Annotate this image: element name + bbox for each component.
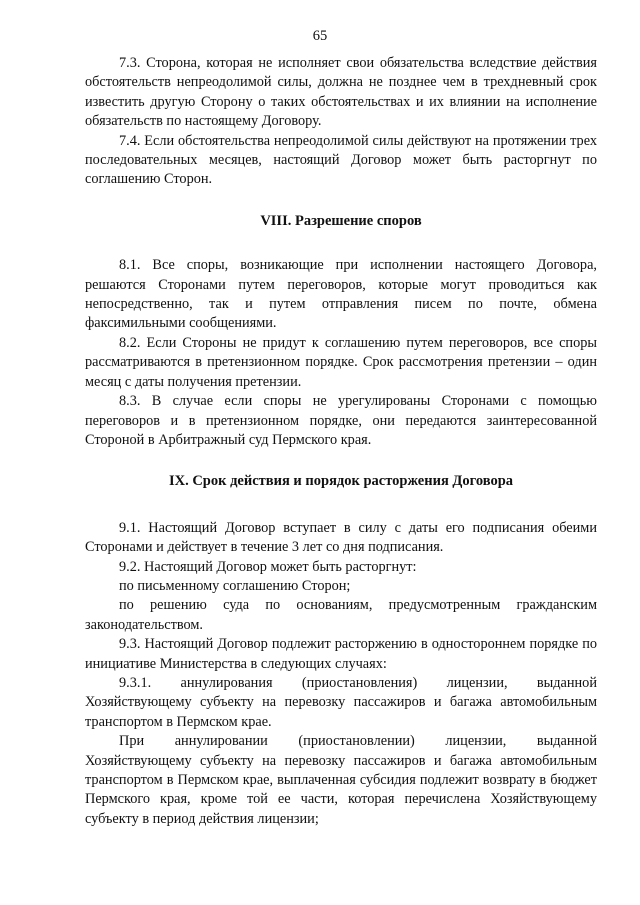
section-heading-8: VIII. Разрешение споров [260,212,422,229]
paragraph-9-3-1: 9.3.1. аннулирования (приостановления) лицензии, выданной Хозяйствующему субъекту на перевозку пассажиров и багажа автомобильным транспортом в Пермском крае. [85,674,597,730]
paragraph-9-3-1-a: При аннулировании (приостановлении) лицензии, выданной Хозяйствующему субъекту на перевозку пассажиров и багажа автомобильным транспортом в Пермском крае, выплаченная субсидия подлежит возврату в бюджет Пермского края, кроме той ее части, которая перечислена Хозяйствующему субъекту в период действия лицензии; [85,733,597,827]
page-number: 65 [312,28,328,44]
paragraph-9-2-a: по письменному соглашению Сторон; [119,577,351,594]
paragraph-9-2-b: по решению суда по основаниям, предусмотренным гражданским законодательством. [85,597,597,633]
paragraph-7-3: 7.3. Сторона, которая не исполняет свои обязательства вследствие действия обстоятельств непреодолимой силы, должна не позднее чем в трехдневный срок известить другую Сторону о таких обстоятельствах и их влиянии на исполнение обязательств по настоящему Договору. [85,55,597,130]
paragraph-8-1: 8.1. Все споры, возникающие при исполнении настоящего Договора, решаются Сторонами путем переговоров, которые могут проводиться как непосредственно, так и путем отправления писем по почте, обмена факсимильными сообщениями. [85,257,597,332]
paragraph-8-2: 8.2. Если Стороны не придут к соглашению путем переговоров, все споры рассматриваются в претензионном порядке. Срок рассмотрения претензии – один месяц с даты получения претензии. [85,334,597,390]
paragraph-7-4: 7.4. Если обстоятельства непреодолимой силы действуют на протяжении трех последовательных месяцев, настоящий Договор может быть расторгнут по соглашению Сторон. [85,132,597,188]
paragraph-9-1: 9.1. Настоящий Договор вступает в силу с даты его подписания обеими Сторонами и действует в течение 3 лет со дня подписания. [85,519,597,556]
paragraph-9-3: 9.3. Настоящий Договор подлежит расторжению в одностороннем порядке по инициативе Министерства в следующих случаях: [85,636,597,672]
document-body [85,54,597,829]
section-heading-9: IX. Срок действия и порядок расторжения Договора [168,473,514,490]
paragraph-8-3: 8.3. В случае если споры не урегулированы Сторонами с помощью переговоров и в претензионном порядке, они передаются заинтересованной Стороной в Арбитражный суд Пермского края. [85,393,597,448]
paragraph-9-2: 9.2. Настоящий Договор может быть расторгнут: [119,558,417,575]
